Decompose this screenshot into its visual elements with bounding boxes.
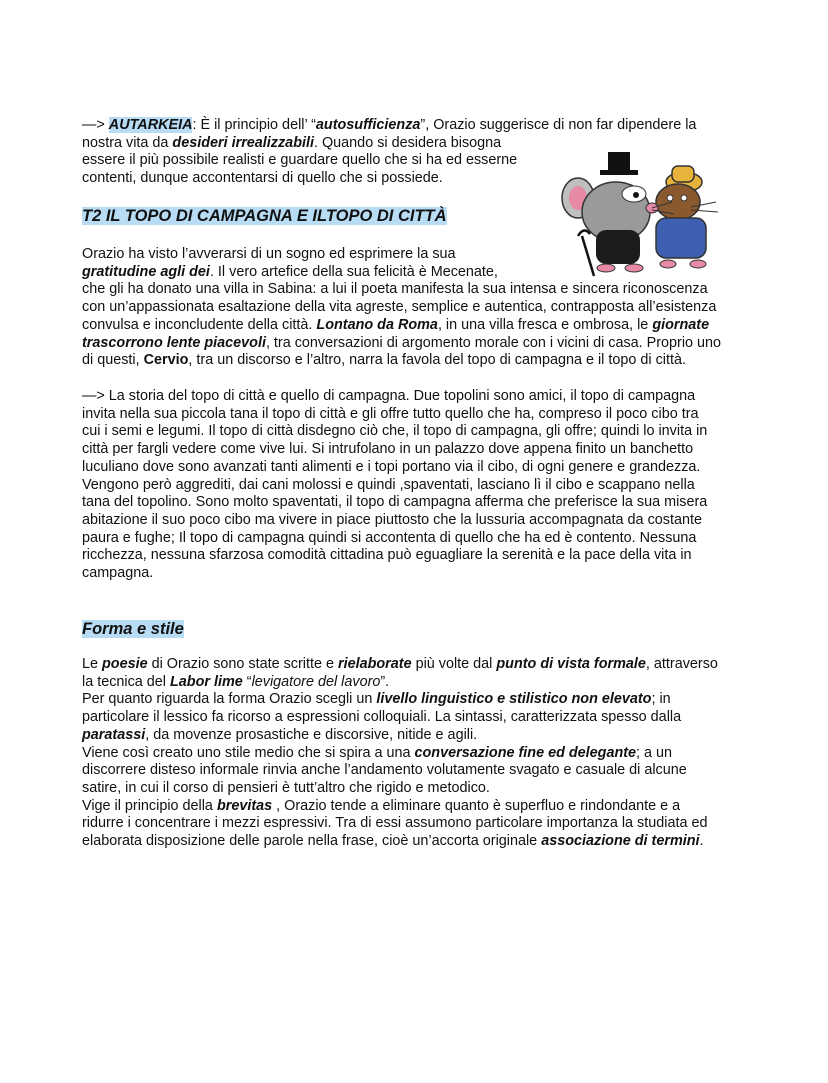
section-heading-forma-stile: Forma e stile [82, 620, 184, 638]
autarkeia-term: AUTARKEIA [108, 117, 193, 133]
arrow: —> [82, 117, 109, 133]
intro-paragraph: —> AUTARKEIA: È il principio dell’ “autosufficienza”, Orazio suggerisce di non far dipendere la nostra vita da desideri irrealizzabili. Quando si desidera bisogna essere il più possibile realisti e guardare quello che si ha ed esserne contenti, dunque accontentarsi di quello che si possiede. [82, 117, 697, 187]
section-heading-t2: T2 IL TOPO DI CAMPAGNA E ILTOPO DI CITTÀ [82, 207, 447, 225]
paragraph-storia-topi: —> La storia del topo di città e quello di campagna. Due topolini sono amici, il topo di campagna invita nella sua piccola tana il topo di città e gli offre tutto quello che ha, compreso il poco cibo tra cui i semi e legumi. Il topo di città disdegno ciò che, il topo di campagna, gli offre; quindi lo invita in città per fargli vedere come vive lui. Si intrufolano in un palazzo dove appena finito un banchetto luculiano dove sono avanzati tanti alimenti e i topi portano via il cibo, di ogni genere e grandezza. Vengono però aggrediti, dai cani molossi e quindi ,spaventati, lasciano lì il cibo e scappano nella tana del topolino. Sono molto spaventati, il topo di campagna afferma che preferisce la sua misera abitazione il suo poco cibo ma vivere in piace piuttosto che la lussuria accompagnata da costante paura e fughe; Il topo di campagna quindi si accontenta di quello che ha ed è contento. Nessuna ricchezza, nessuna sfarzosa comodità cittadina può eguagliare la serenità e la pace della vita in campagna. [82, 388, 708, 582]
paragraph-forma-stile: Le poesie di Orazio sono state scritte e rielaborate più volte dal punto di vista formale, attraverso la tecnica del Labor lime “levigatore del lavoro”. Per quanto riguarda la forma Orazio scegli un livello linguistico e stilistico non elevato; in particolare il lessico fa ricorso a espressioni colloquiali. La sintassi, caratterizzata spesso dalla paratassi, da movenze prosastiche e discorsive, nitide e agili. Viene così creato uno stile medio che si spira a una conversazione fine ed delegante; a un discorrere disteso informale rinvia anche l’andamento volutamente svagato e casuale di alcune satire, in cui il corso di pensieri è tutt’altro che rigido e metodico. Vige il principio della brevitas , Orazio tende a eliminare quanto è superfluo e rindondante e a ridurre i concentrare i mezzi espressivi. Tra di essi assumono particolare importanza la studiata ed elaborata disposizione delle parole nella frase, cioè un’accorta originale associazione di termini. [82, 656, 718, 850]
paragraph-orazio-sogno: Orazio ha visto l’avverarsi di un sogno ed esprimere la sua gratitudine agli dei. Il vero artefice della sua felicità è Mecenate, che gli ha donato una villa in Sabina: a lui il poeta manifesta la sua intensa e sincera riconoscenza con un’appassionata esaltazione della vita agreste, semplice e autentica, contrapposta all’esistenza convulsa e inconcludente della città. Lontano da Roma, in una villa fresca e ombrosa, le giornate trascorrono lente piacevoli, tra conversazioni di argomento morale con i vicini di casa. Proprio uno di questi, Cervio, tra un discorso e l’altro, narra la favola del topo di campagna e il topo di città. [82, 246, 722, 369]
